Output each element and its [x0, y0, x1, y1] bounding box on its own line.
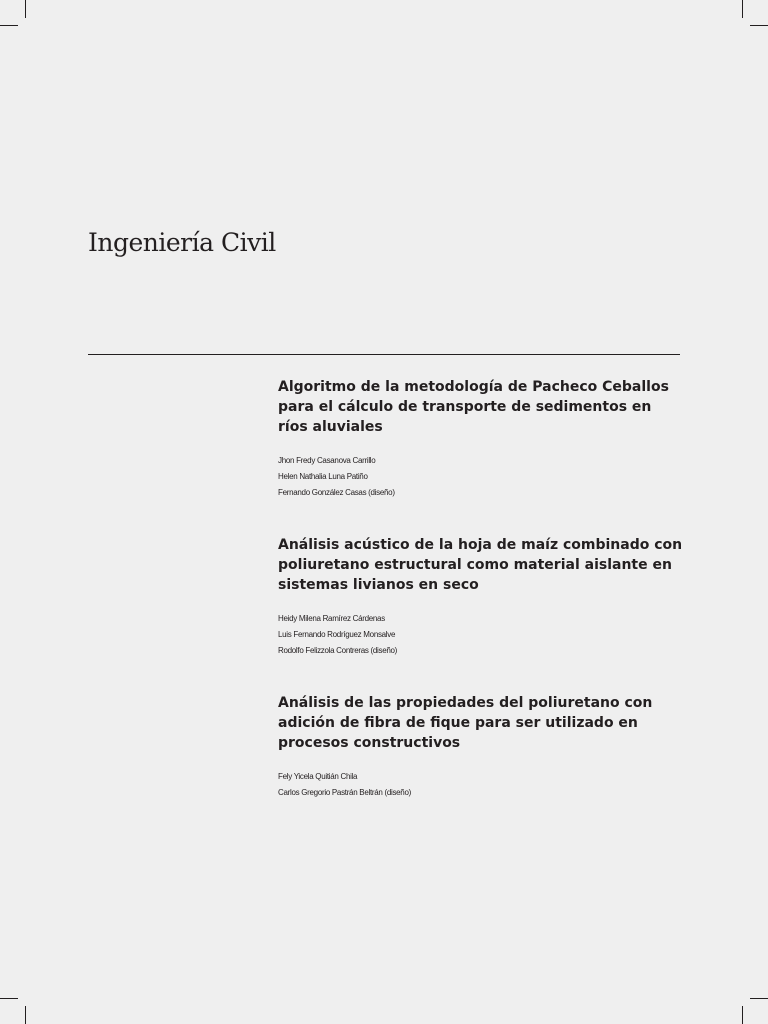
author-list: [278, 611, 684, 659]
crop-mark: [750, 998, 768, 999]
crop-mark: [750, 25, 768, 26]
author: Carlos Gregorio Pastrán Beltrán (diseño): [278, 788, 411, 797]
entry-title: Análisis de las propiedades del poliuretano con adición de fibra de fique para ser utilizado en procesos constructivos: [278, 695, 653, 751]
entry-list: [278, 377, 684, 801]
author: Fernando González Casas (diseño): [278, 488, 395, 497]
crop-mark: [0, 25, 18, 26]
entry: [278, 377, 684, 501]
author: Rodolfo Felizzola Contreras (diseño): [278, 646, 398, 655]
crop-mark: [742, 0, 743, 18]
crop-mark: [742, 1006, 743, 1024]
entry-title: Algoritmo de la metodología de Pacheco Ceballos para el cálculo de transporte de sedimentos en ríos aluviales: [278, 379, 669, 435]
entry-title: Análisis acústico de la hoja de maíz combinado con poliuretano estructural como material aislante en sistemas livianos en seco: [278, 537, 683, 593]
author: Heidy Milena Ramírez Cárdenas: [278, 614, 385, 623]
entry: [278, 535, 684, 659]
section-title: Ingeniería Civil: [88, 228, 276, 257]
author: Jhon Fredy Casanova Carrillo: [278, 456, 376, 465]
author: Fely Yicela Quitián Chila: [278, 772, 358, 781]
crop-mark: [25, 0, 26, 18]
entry: [278, 693, 684, 801]
author: Luis Fernando Rodríguez Monsalve: [278, 630, 396, 639]
crop-mark: [25, 1006, 26, 1024]
author-list: [278, 453, 684, 501]
author: Helen Nathalia Luna Patiño: [278, 472, 368, 481]
author-list: [278, 769, 684, 801]
crop-mark: [0, 998, 18, 999]
divider: [88, 354, 680, 355]
